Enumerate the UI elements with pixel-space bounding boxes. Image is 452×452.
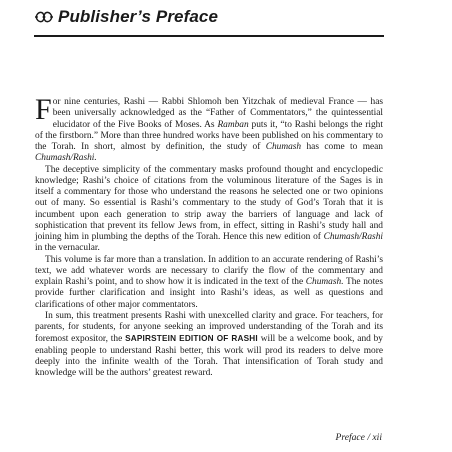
text-run: The notes provide further clarification and insight into Rashi’s ideas, as well as questions and clarifications of other major commentators.: [35, 277, 383, 310]
text-run: has come to mean: [301, 142, 383, 152]
text-run: will be a welcome book, and by enabling people to understand Rashi better, this work will prod its readers to delve more deeply into the infinite wealth of the Torah. That intensification of Torah study and knowledge will be the authors’ greatest reward.: [35, 334, 383, 378]
edition-name: SAPIRSTEIN EDITION OF RASHI: [125, 334, 258, 344]
italic-term: Ramban: [217, 119, 249, 130]
text-run: in the vernacular.: [35, 243, 100, 254]
section-header: [34, 4, 384, 30]
page-folio: Preface / xii: [335, 432, 382, 443]
header-rule: [34, 35, 384, 37]
page-title: Publisher’s Preface: [58, 7, 219, 26]
fleuron-icon: [34, 8, 54, 26]
paragraph-3: [35, 255, 383, 311]
text-run: or nine centuries, Rashi — Rabbi Shlomoh ben Yitzchak of medieval France — has been universally acknowledged as the “Father of Commentators,” the quintessential elucidator of the Five Books of Moses. As: [52, 97, 383, 130]
preface-body: [35, 93, 383, 379]
paragraph-4: [35, 311, 383, 380]
italic-term: Chumash: [265, 142, 302, 152]
text-run: The deceptive simplicity of the commentary masks profound thought and encyclopedic knowledge; Rashi’s choice of citations from the voluminous literature of the Sages is in itself a commentary for those who understand the reasons he selected one or two opinions out of many. So essential is Rashi’s commentary to the study of God’s Torah that it is incumbent upon each generation to strip away the barriers of language and lack of sophistication that prevent its fellow Jews from, in effect, sitting in Rashi’s study hall and joining him in plumbing the depths of the Torah. Hence this new edition of: [35, 164, 383, 242]
italic-term: Chumash/Rashi.: [35, 153, 97, 164]
text-run: This volume is far more than a translation. In addition to an accurate rendering of Rashi’s text, we add whatever words are necessary to clarify the flow of the commentary and explain Rashi’s point, and to show how it is indicated in the text of the: [35, 254, 383, 287]
italic-term: Chumash.: [305, 277, 344, 287]
paragraph-1: [35, 93, 383, 165]
text-run: puts it, “to Rashi belongs the right of the firstborn.” More than three hundred works have been published on his commentary to the Torah. In short, almost by definition, the study of: [35, 119, 383, 152]
paragraph-2: [35, 165, 383, 255]
italic-term: Chumash/Rashi: [323, 232, 383, 242]
text-run: In sum, this treatment presents Rashi with unexcelled clarity and grace. For teachers, for parents, for students, for anyone seeking an improved understanding of the Torah and its foremost expositor, the: [35, 310, 383, 345]
drop-cap: F: [35, 93, 52, 126]
